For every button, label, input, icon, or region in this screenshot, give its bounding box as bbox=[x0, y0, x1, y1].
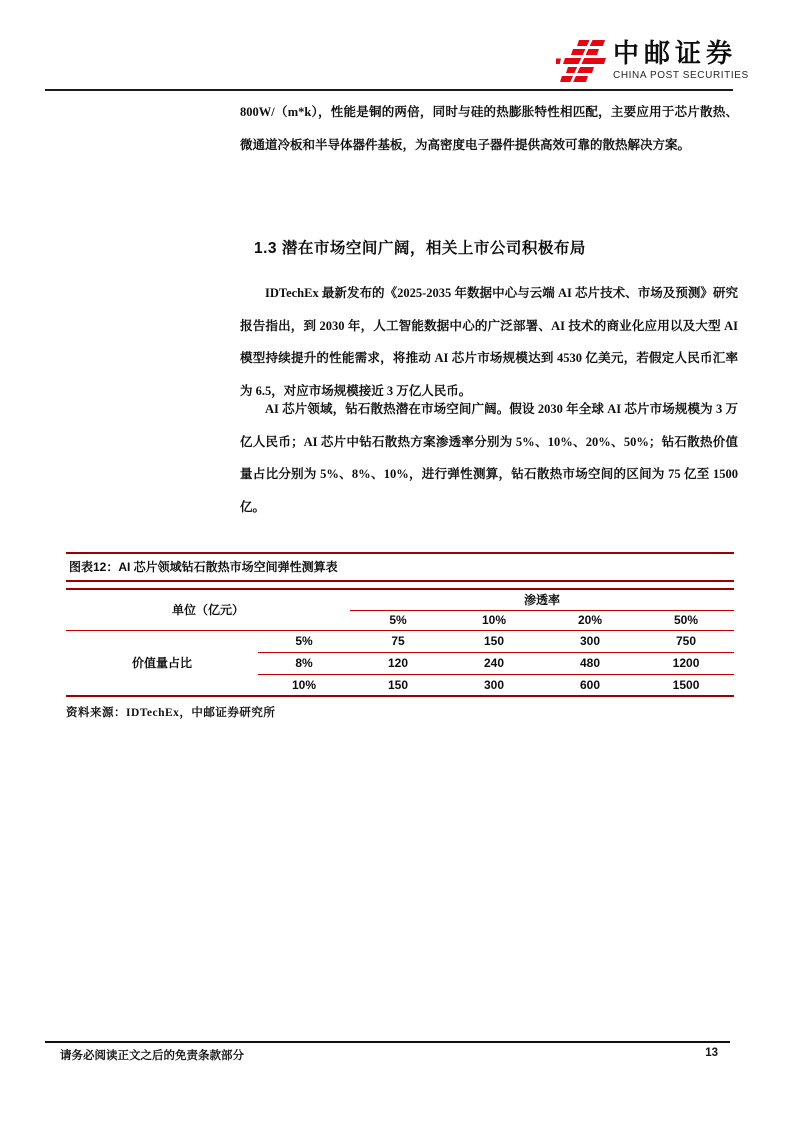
page-number: 13 bbox=[705, 1047, 718, 1059]
company-logo bbox=[556, 38, 749, 90]
penetration-group-header: 渗透率 bbox=[350, 589, 734, 610]
cell-value: 1500 bbox=[672, 677, 700, 692]
col-header: 5% bbox=[350, 610, 446, 630]
col-header: 50% bbox=[638, 610, 734, 630]
cell-value: 1200 bbox=[638, 652, 734, 674]
col-header: 20% bbox=[542, 610, 638, 630]
figure-source: 资料来源：IDTechEx，中邮证券研究所 bbox=[66, 707, 276, 719]
elasticity-table bbox=[66, 588, 734, 697]
unit-header-cell: 单位（亿元） bbox=[66, 589, 350, 630]
cell-value: 150 bbox=[446, 630, 542, 652]
row-group-label: 价值量占比 bbox=[131, 656, 192, 671]
section-heading-1-3: 1.3 潜在市场空间广阔，相关上市公司积极布局 bbox=[254, 240, 586, 257]
figure-12 bbox=[66, 552, 734, 720]
header-divider bbox=[45, 89, 733, 91]
footer-divider bbox=[45, 1041, 730, 1043]
footer-disclaimer: 请务必阅读正文之后的免责条款部分 bbox=[60, 1050, 244, 1062]
cell-value: 600 bbox=[580, 677, 601, 692]
brand-name-cn: 中邮证券 bbox=[613, 38, 738, 68]
cell-value: 120 bbox=[350, 652, 446, 674]
row-label: 10% bbox=[291, 677, 317, 692]
table-row bbox=[66, 630, 734, 652]
cell-value: 240 bbox=[446, 652, 542, 674]
cell-value: 150 bbox=[388, 677, 409, 692]
paragraph-continuation: 800W/（m*k），性能是铜的两倍，同时与硅的热膨胀特性相匹配，主要应用于芯片散热、微通道冷板和半导体器件基板，为高密度电子器件提供高效可靠的散热解决方案。 bbox=[240, 105, 738, 152]
cell-value: 75 bbox=[350, 630, 446, 652]
paragraph-elasticity-assumptions: AI 芯片领域，钻石散热潜在市场空间广阔。假设 2030 年全球 AI 芯片市场规模为 3 万亿人民币；AI 芯片中钻石散热方案渗透率分别为 5%、10%、20%、50%；钻石散热价值量占比分别为 5%、8%、10%，进行弹性测算，钻石散热市场空间的区间为 75 亿至 1500 亿。 bbox=[240, 402, 738, 514]
cell-value: 480 bbox=[542, 652, 638, 674]
cell-value: 750 bbox=[638, 630, 734, 652]
brand-text bbox=[613, 38, 749, 81]
col-header: 10% bbox=[446, 610, 542, 630]
table-header-row-group bbox=[66, 589, 734, 610]
brand-name-en: CHINA POST SECURITIES bbox=[613, 70, 749, 81]
page-footer bbox=[45, 1047, 730, 1063]
row-label: 5% bbox=[258, 630, 350, 652]
figure-title: 图表12：AI 芯片领域钻石散热市场空间弹性测算表 bbox=[66, 552, 734, 582]
paragraph-market-forecast: IDTechEx 最新发布的《2025-2035 年数据中心与云端 AI 芯片技术、市场及预测》研究报告指出，到 2030 年，人工智能数据中心的广泛部署、AI 技术的商业化应用以及大型 AI 模型持续提升的性能需求，将推动 AI 芯片市场规模达到 4530 亿美元，若假定人民币汇率为 6.5，对应市场规模接近 3 万亿人民币。 bbox=[240, 286, 738, 398]
row-label: 8% bbox=[258, 652, 350, 674]
cell-value: 300 bbox=[484, 677, 505, 692]
china-post-emblem-icon bbox=[556, 38, 606, 90]
cell-value: 300 bbox=[542, 630, 638, 652]
